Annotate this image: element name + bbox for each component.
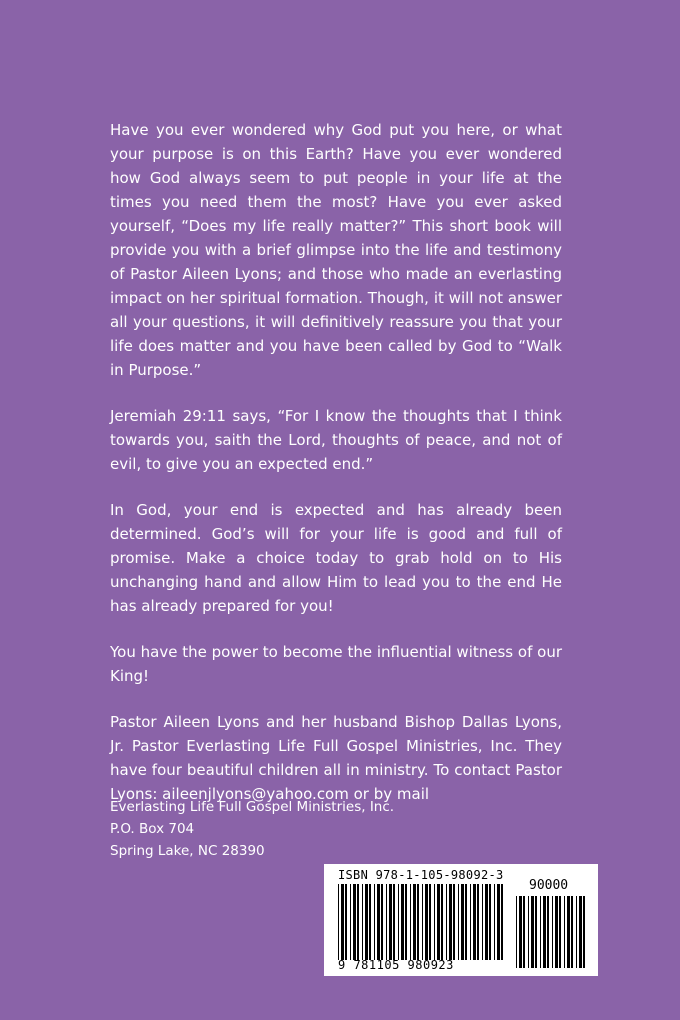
barcode-bar xyxy=(437,884,440,960)
barcode-bar xyxy=(338,884,339,960)
address-line-organization: Everlasting Life Full Gospel Ministries, Inc. xyxy=(110,799,395,815)
barcode-bar xyxy=(429,884,431,960)
barcode-bar xyxy=(381,884,383,960)
barcode-bar xyxy=(523,896,525,968)
barcode-bar xyxy=(494,884,495,960)
barcode-bar xyxy=(446,884,447,960)
paragraph-scripture: Jeremiah 29:11 says, “For I know the thoughts that I think towards you, saith the Lord, thoughts of peace, and not of evil, to give you an expected end.” xyxy=(110,407,562,473)
barcode-bar xyxy=(473,884,476,960)
barcode-bar xyxy=(458,884,459,960)
barcode-bar xyxy=(516,896,517,968)
barcode-bar xyxy=(374,884,375,960)
barcode-bar xyxy=(579,896,582,968)
barcode-bar xyxy=(434,884,435,960)
barcode-bar xyxy=(559,896,561,968)
barcode-bar xyxy=(571,896,573,968)
barcode-bar xyxy=(470,884,471,960)
barcode-bar xyxy=(369,884,371,960)
barcode-bar xyxy=(410,884,411,960)
paragraph-intro: Have you ever wondered why God put you here, or what your purpose is on this Earth? Have you ever wondered how God always seem to put people in your life at the times you need them the most? Have you ever asked yourself, “Does my life really matter?” This short book will provide you with a brief glimpse into the life and testimony of Pastor Aileen Lyons; and those who made an everlasting impact on her spiritual formation. Though, it will not answer all your questions, it will definitively reassure you that your life does matter and you have been called by God to “Walk in Purpose.” xyxy=(110,121,562,379)
barcode-bar xyxy=(583,896,585,968)
barcode-bar xyxy=(501,884,503,960)
barcode-bar xyxy=(576,896,577,968)
barcode-bar xyxy=(401,884,404,960)
barcode-bar xyxy=(567,896,570,968)
paragraph-power: You have the power to become the influential witness of our King! xyxy=(110,643,562,685)
price-code: 90000 xyxy=(529,878,569,893)
barcode-bar xyxy=(528,896,529,968)
barcode-bar xyxy=(485,884,488,960)
isbn-label: ISBN 978-1-105-98092-3 xyxy=(338,868,504,882)
barcode-bar xyxy=(398,884,399,960)
barcode-bar xyxy=(449,884,452,960)
barcode-bar xyxy=(422,884,423,960)
barcode-bar xyxy=(341,884,344,960)
barcode-bar xyxy=(555,896,558,968)
back-cover-text xyxy=(110,118,562,828)
barcode-bar xyxy=(540,896,541,968)
address-line-po-box: P.O. Box 704 xyxy=(110,821,195,837)
address-line-city: Spring Lake, NC 28390 xyxy=(110,843,265,859)
barcode-bar xyxy=(350,884,351,960)
barcode-bar xyxy=(535,896,537,968)
barcode-bar xyxy=(453,884,455,960)
barcode-bar xyxy=(389,884,392,960)
barcode-bar xyxy=(345,884,347,960)
barcode-bar xyxy=(353,884,356,960)
barcode-bar xyxy=(465,884,467,960)
barcode-bar xyxy=(357,884,359,960)
isbn-barcode-box xyxy=(324,864,598,976)
barcode-bar xyxy=(413,884,416,960)
barcode-bar xyxy=(497,884,500,960)
mailing-address xyxy=(110,796,394,862)
barcode-bar xyxy=(365,884,368,960)
barcode-bar xyxy=(377,884,380,960)
barcode-bar xyxy=(441,884,443,960)
barcode-bar xyxy=(393,884,395,960)
barcode-bar xyxy=(362,884,363,960)
barcode-bar xyxy=(461,884,464,960)
barcode-bar xyxy=(489,884,491,960)
barcode-bar xyxy=(519,896,522,968)
barcode-bar xyxy=(386,884,387,960)
paragraph-author-bio: Pastor Aileen Lyons and her husband Bishop Dallas Lyons, Jr. Pastor Everlasting Life Full Gospel Ministries, Inc. They have four beautiful children all in ministry. To contact Pastor Lyons: aileenjlyons@yahoo.com or by mail xyxy=(110,713,562,803)
barcode-bar xyxy=(564,896,565,968)
barcode-bar xyxy=(477,884,479,960)
barcode-bar xyxy=(425,884,428,960)
barcode-bar xyxy=(547,896,549,968)
barcode-bar xyxy=(552,896,553,968)
barcode-bar xyxy=(405,884,407,960)
barcode-bar xyxy=(531,896,534,968)
barcode-bar xyxy=(482,884,483,960)
ean-digits: 9 781105 980923 xyxy=(338,958,454,972)
barcode-bar xyxy=(417,884,419,960)
paragraph-promise: In God, your end is expected and has already been determined. God’s will for your life is good and full of promise. Make a choice today to grab hold on to His unchanging hand and allow Him to lead you to the end He has already prepared for you! xyxy=(110,501,562,615)
barcode-bar xyxy=(543,896,546,968)
